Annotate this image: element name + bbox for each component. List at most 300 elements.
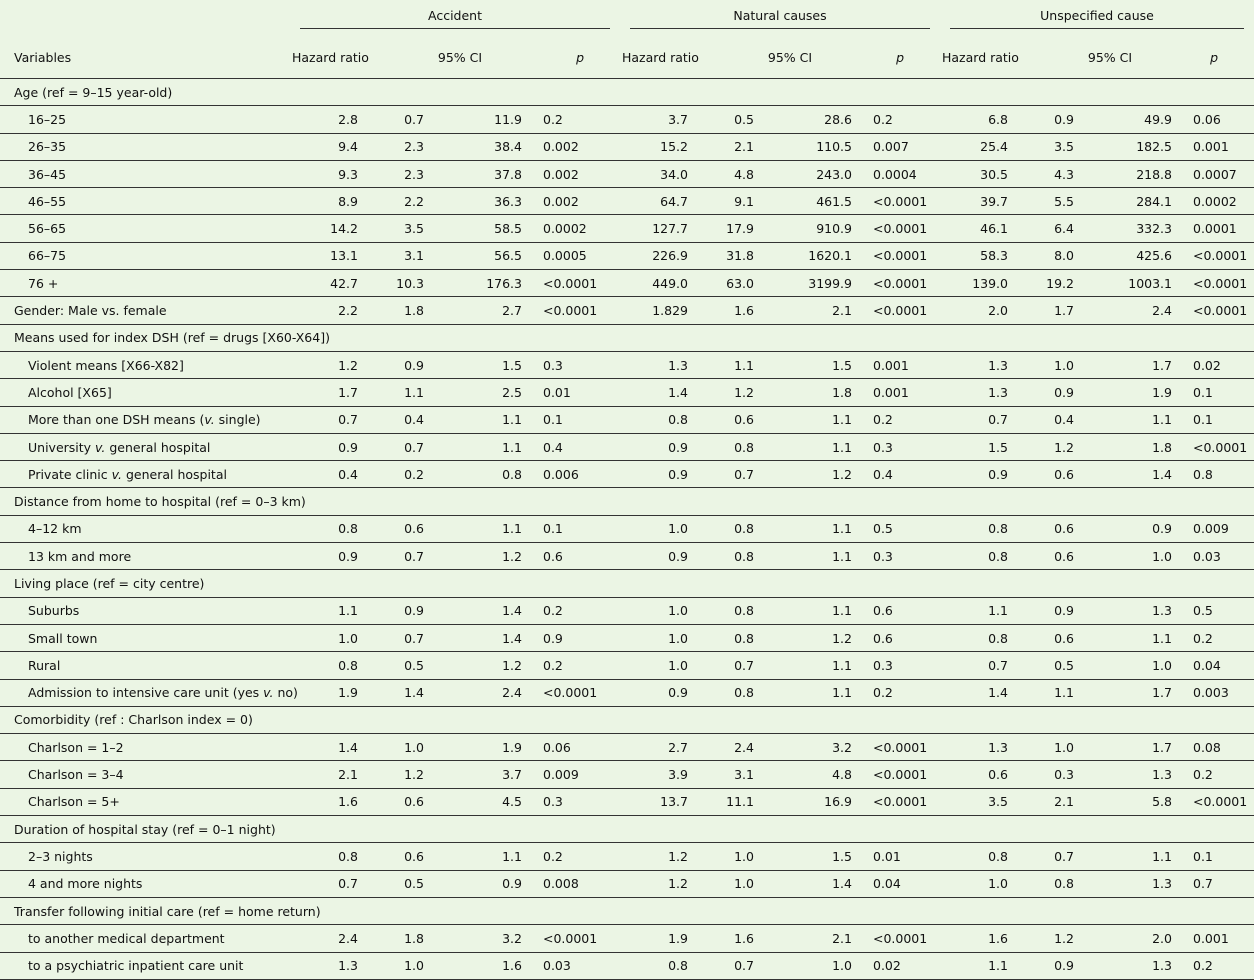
empty-cell bbox=[385, 706, 445, 733]
ci-lower-cell: 9.1 bbox=[715, 188, 775, 215]
ci-upper-cell: 1.3 bbox=[1095, 761, 1185, 788]
hazard-ratio-cell: 0.9 bbox=[290, 433, 385, 460]
empty-cell bbox=[1095, 488, 1185, 515]
empty-cell bbox=[445, 897, 535, 924]
p-value-cell: 0.03 bbox=[535, 952, 620, 979]
ci-upper-cell: 1.1 bbox=[775, 543, 865, 570]
row-label: 66–75 bbox=[0, 242, 290, 269]
empty-cell bbox=[715, 897, 775, 924]
ci-upper-cell: 0.9 bbox=[445, 870, 535, 897]
p-value-cell: 0.2 bbox=[535, 843, 620, 870]
ci-lower-cell: 0.9 bbox=[1035, 597, 1095, 624]
empty-cell bbox=[620, 706, 715, 733]
ci-header: 95% CI bbox=[715, 36, 865, 79]
hazard-ratio-header: Hazard ratio bbox=[940, 36, 1035, 79]
p-value-cell: 0.06 bbox=[535, 734, 620, 761]
hazard-ratio-cell: 9.3 bbox=[290, 160, 385, 187]
empty-cell bbox=[940, 816, 1035, 843]
p-value-cell: 0.2 bbox=[535, 106, 620, 133]
empty-cell bbox=[1035, 324, 1095, 351]
ci-upper-cell: 1.1 bbox=[445, 515, 535, 542]
hazard-ratio-cell: 30.5 bbox=[940, 160, 1035, 187]
row-label: 4–12 km bbox=[0, 515, 290, 542]
hazard-ratio-cell: 0.8 bbox=[620, 952, 715, 979]
ci-upper-cell: 1.3 bbox=[1095, 870, 1185, 897]
row-label: Private clinic v. general hospital bbox=[0, 461, 290, 488]
ci-lower-cell: 1.4 bbox=[385, 679, 445, 706]
ci-upper-cell: 1.7 bbox=[1095, 351, 1185, 378]
section-row bbox=[0, 897, 1254, 924]
p-value-cell: 0.1 bbox=[1185, 406, 1254, 433]
section-row bbox=[0, 816, 1254, 843]
ci-lower-cell: 0.8 bbox=[715, 515, 775, 542]
table-row bbox=[0, 406, 1254, 433]
ci-lower-cell: 0.7 bbox=[385, 433, 445, 460]
empty-cell bbox=[1095, 570, 1185, 597]
hazard-ratio-cell: 0.9 bbox=[620, 543, 715, 570]
empty-cell bbox=[620, 488, 715, 515]
ci-upper-cell: 2.4 bbox=[1095, 297, 1185, 324]
empty-cell bbox=[385, 570, 445, 597]
p-value-cell: 0.0005 bbox=[535, 242, 620, 269]
p-value-cell: 0.2 bbox=[1185, 624, 1254, 651]
ci-lower-cell: 3.5 bbox=[385, 215, 445, 242]
hazard-ratio-cell: 0.8 bbox=[940, 843, 1035, 870]
empty-cell bbox=[445, 570, 535, 597]
hazard-ratio-cell: 0.4 bbox=[290, 461, 385, 488]
empty-cell bbox=[445, 488, 535, 515]
empty-cell bbox=[1095, 324, 1185, 351]
empty-cell bbox=[620, 324, 715, 351]
empty-cell bbox=[940, 706, 1035, 733]
ci-upper-cell: 4.5 bbox=[445, 788, 535, 815]
empty-cell bbox=[940, 570, 1035, 597]
empty-cell bbox=[535, 816, 620, 843]
ci-lower-cell: 2.2 bbox=[385, 188, 445, 215]
p-value-cell: 0.2 bbox=[865, 406, 940, 433]
empty-cell bbox=[620, 79, 715, 106]
ci-upper-cell: 461.5 bbox=[775, 188, 865, 215]
hazard-ratio-cell: 1.829 bbox=[620, 297, 715, 324]
hazard-ratio-cell: 449.0 bbox=[620, 270, 715, 297]
ci-upper-cell: 16.9 bbox=[775, 788, 865, 815]
ci-upper-cell: 284.1 bbox=[1095, 188, 1185, 215]
ci-lower-cell: 19.2 bbox=[1035, 270, 1095, 297]
p-value-cell: 0.02 bbox=[1185, 351, 1254, 378]
table-row bbox=[0, 597, 1254, 624]
ci-lower-cell: 0.6 bbox=[1035, 461, 1095, 488]
ci-lower-cell: 0.4 bbox=[385, 406, 445, 433]
ci-upper-cell: 1.4 bbox=[445, 624, 535, 651]
hazard-ratio-cell: 64.7 bbox=[620, 188, 715, 215]
ci-upper-cell: 1.2 bbox=[445, 543, 535, 570]
ci-upper-cell: 56.5 bbox=[445, 242, 535, 269]
hazard-ratio-cell: 1.4 bbox=[290, 734, 385, 761]
ci-lower-cell: 0.8 bbox=[715, 597, 775, 624]
empty-cell bbox=[1095, 816, 1185, 843]
ci-lower-cell: 6.4 bbox=[1035, 215, 1095, 242]
empty-cell bbox=[715, 706, 775, 733]
empty-cell bbox=[940, 79, 1035, 106]
p-value-cell: <0.0001 bbox=[865, 788, 940, 815]
row-label: 13 km and more bbox=[0, 543, 290, 570]
p-value-cell: <0.0001 bbox=[865, 734, 940, 761]
empty-cell bbox=[1185, 488, 1254, 515]
empty-cell bbox=[775, 706, 865, 733]
p-value-cell: 0.6 bbox=[865, 624, 940, 651]
group-header-accident: Accident bbox=[290, 0, 620, 36]
empty-cell bbox=[940, 324, 1035, 351]
ci-upper-cell: 1.3 bbox=[1095, 952, 1185, 979]
empty-cell bbox=[445, 816, 535, 843]
empty-cell bbox=[865, 816, 940, 843]
empty-cell bbox=[445, 324, 535, 351]
ci-lower-cell: 1.6 bbox=[715, 297, 775, 324]
empty-cell bbox=[1095, 897, 1185, 924]
hazard-ratio-cell: 1.7 bbox=[290, 379, 385, 406]
p-value-cell: 0.1 bbox=[1185, 843, 1254, 870]
p-value-cell: 0.007 bbox=[865, 133, 940, 160]
p-value-cell: 0.006 bbox=[535, 461, 620, 488]
ci-lower-cell: 2.3 bbox=[385, 133, 445, 160]
section-row bbox=[0, 570, 1254, 597]
ci-lower-cell: 0.9 bbox=[385, 351, 445, 378]
p-value-cell: <0.0001 bbox=[535, 270, 620, 297]
p-value-cell: 0.1 bbox=[1185, 379, 1254, 406]
ci-lower-cell: 31.8 bbox=[715, 242, 775, 269]
empty-cell bbox=[775, 897, 865, 924]
ci-lower-cell: 0.4 bbox=[1035, 406, 1095, 433]
p-value-cell: 0.2 bbox=[535, 652, 620, 679]
hazard-ratio-cell: 39.7 bbox=[940, 188, 1035, 215]
ci-lower-cell: 3.1 bbox=[385, 242, 445, 269]
hazard-ratio-cell: 2.0 bbox=[940, 297, 1035, 324]
ci-upper-cell: 38.4 bbox=[445, 133, 535, 160]
p-value-cell: 0.6 bbox=[535, 543, 620, 570]
hazard-ratio-cell: 0.9 bbox=[290, 543, 385, 570]
ci-lower-cell: 0.7 bbox=[715, 952, 775, 979]
hazard-ratio-header: Hazard ratio bbox=[290, 36, 385, 79]
empty-cell bbox=[865, 324, 940, 351]
hazard-ratio-cell: 2.1 bbox=[290, 761, 385, 788]
ci-lower-cell: 0.8 bbox=[715, 543, 775, 570]
section-row bbox=[0, 706, 1254, 733]
ci-upper-cell: 2.5 bbox=[445, 379, 535, 406]
hazard-ratio-cell: 0.6 bbox=[940, 761, 1035, 788]
ci-upper-cell: 1.6 bbox=[445, 952, 535, 979]
ci-upper-cell: 1.1 bbox=[775, 652, 865, 679]
hazard-ratio-cell: 0.8 bbox=[940, 543, 1035, 570]
section-label: Age (ref = 9–15 year-old) bbox=[0, 79, 290, 106]
ci-upper-cell: 3.7 bbox=[445, 761, 535, 788]
row-label: Gender: Male vs. female bbox=[0, 297, 290, 324]
ci-upper-cell: 1.1 bbox=[1095, 843, 1185, 870]
empty-cell bbox=[385, 79, 445, 106]
p-value-cell: 0.009 bbox=[1185, 515, 1254, 542]
row-label: 36–45 bbox=[0, 160, 290, 187]
ci-upper-cell: 0.8 bbox=[445, 461, 535, 488]
hazard-ratio-cell: 0.7 bbox=[290, 870, 385, 897]
empty-cell bbox=[775, 324, 865, 351]
hazard-ratio-cell: 15.2 bbox=[620, 133, 715, 160]
ci-lower-cell: 1.8 bbox=[385, 297, 445, 324]
table-row bbox=[0, 925, 1254, 952]
hazard-ratio-cell: 1.1 bbox=[940, 597, 1035, 624]
ci-upper-cell: 5.8 bbox=[1095, 788, 1185, 815]
empty-cell bbox=[385, 488, 445, 515]
p-value-cell: 0.08 bbox=[1185, 734, 1254, 761]
empty-cell bbox=[1095, 706, 1185, 733]
p-header: p bbox=[535, 36, 620, 79]
empty-cell bbox=[535, 570, 620, 597]
p-value-cell: <0.0001 bbox=[535, 679, 620, 706]
ci-lower-cell: 1.0 bbox=[385, 734, 445, 761]
ci-upper-cell: 1620.1 bbox=[775, 242, 865, 269]
p-value-cell: 0.04 bbox=[1185, 652, 1254, 679]
ci-upper-cell: 1.1 bbox=[775, 679, 865, 706]
hazard-ratio-header: Hazard ratio bbox=[620, 36, 715, 79]
table-row bbox=[0, 515, 1254, 542]
p-value-cell: 0.2 bbox=[1185, 952, 1254, 979]
empty-cell bbox=[1035, 488, 1095, 515]
p-value-cell: 0.008 bbox=[535, 870, 620, 897]
hazard-ratio-cell: 2.2 bbox=[290, 297, 385, 324]
empty-cell bbox=[385, 324, 445, 351]
ci-upper-cell: 1.4 bbox=[445, 597, 535, 624]
ci-lower-cell: 4.3 bbox=[1035, 160, 1095, 187]
table-row bbox=[0, 843, 1254, 870]
p-value-cell: 0.001 bbox=[1185, 133, 1254, 160]
ci-upper-cell: 1.3 bbox=[1095, 597, 1185, 624]
ci-lower-cell: 11.1 bbox=[715, 788, 775, 815]
p-value-cell: 0.5 bbox=[865, 515, 940, 542]
ci-upper-cell: 28.6 bbox=[775, 106, 865, 133]
empty-cell bbox=[1035, 897, 1095, 924]
empty-cell bbox=[775, 816, 865, 843]
ci-upper-cell: 1.0 bbox=[1095, 543, 1185, 570]
ci-upper-cell: 1.1 bbox=[775, 406, 865, 433]
ci-lower-cell: 0.8 bbox=[715, 624, 775, 651]
ci-lower-cell: 0.7 bbox=[715, 652, 775, 679]
ci-upper-cell: 3.2 bbox=[445, 925, 535, 952]
ci-upper-cell: 1.1 bbox=[1095, 624, 1185, 651]
empty-cell bbox=[865, 79, 940, 106]
empty-cell bbox=[775, 79, 865, 106]
hazard-ratio-cell: 1.3 bbox=[940, 379, 1035, 406]
row-label: Violent means [X66-X82] bbox=[0, 351, 290, 378]
p-header: p bbox=[1185, 36, 1254, 79]
ci-lower-cell: 0.8 bbox=[1035, 870, 1095, 897]
hazard-ratio-cell: 6.8 bbox=[940, 106, 1035, 133]
hazard-ratio-cell: 1.3 bbox=[620, 351, 715, 378]
empty-cell bbox=[940, 488, 1035, 515]
empty-cell bbox=[290, 706, 385, 733]
table-row bbox=[0, 679, 1254, 706]
empty-cell bbox=[385, 897, 445, 924]
ci-upper-cell: 4.8 bbox=[775, 761, 865, 788]
p-value-cell: 0.0002 bbox=[535, 215, 620, 242]
group-header-unspecified: Unspecified cause bbox=[940, 0, 1254, 36]
empty-cell bbox=[1185, 570, 1254, 597]
empty-cell bbox=[1035, 79, 1095, 106]
row-label: Rural bbox=[0, 652, 290, 679]
hazard-ratio-cell: 46.1 bbox=[940, 215, 1035, 242]
p-value-cell: <0.0001 bbox=[865, 297, 940, 324]
ci-lower-cell: 0.2 bbox=[385, 461, 445, 488]
ci-lower-cell: 0.7 bbox=[385, 543, 445, 570]
ci-lower-cell: 3.1 bbox=[715, 761, 775, 788]
ci-upper-cell: 176.3 bbox=[445, 270, 535, 297]
table-row bbox=[0, 461, 1254, 488]
hazard-ratio-cell: 0.9 bbox=[620, 433, 715, 460]
p-value-cell: 0.003 bbox=[1185, 679, 1254, 706]
ci-upper-cell: 1.9 bbox=[445, 734, 535, 761]
hazard-ratio-cell: 0.8 bbox=[290, 652, 385, 679]
hazard-ratio-cell: 0.8 bbox=[290, 515, 385, 542]
ci-upper-cell: 1.0 bbox=[775, 952, 865, 979]
p-value-cell: <0.0001 bbox=[1185, 270, 1254, 297]
table-row bbox=[0, 761, 1254, 788]
hazard-ratio-cell: 0.9 bbox=[940, 461, 1035, 488]
table-row bbox=[0, 734, 1254, 761]
empty-cell bbox=[290, 570, 385, 597]
hazard-ratio-cell: 14.2 bbox=[290, 215, 385, 242]
section-row bbox=[0, 324, 1254, 351]
ci-lower-cell: 0.7 bbox=[385, 624, 445, 651]
p-value-cell: 0.3 bbox=[865, 652, 940, 679]
empty-cell bbox=[865, 488, 940, 515]
ci-upper-cell: 1.1 bbox=[445, 433, 535, 460]
table-row bbox=[0, 242, 1254, 269]
ci-lower-cell: 1.0 bbox=[385, 952, 445, 979]
p-value-cell: <0.0001 bbox=[1185, 242, 1254, 269]
table-row bbox=[0, 952, 1254, 979]
p-value-cell: <0.0001 bbox=[1185, 297, 1254, 324]
p-value-cell: <0.0001 bbox=[1185, 433, 1254, 460]
ci-upper-cell: 218.8 bbox=[1095, 160, 1185, 187]
section-label: Duration of hospital stay (ref = 0–1 night) bbox=[0, 816, 290, 843]
empty-cell bbox=[445, 79, 535, 106]
p-value-cell: 0.0004 bbox=[865, 160, 940, 187]
row-label: Alcohol [X65] bbox=[0, 379, 290, 406]
hazard-ratio-cell: 0.7 bbox=[290, 406, 385, 433]
section-row bbox=[0, 79, 1254, 106]
empty-cell bbox=[1185, 897, 1254, 924]
ci-lower-cell: 1.2 bbox=[1035, 925, 1095, 952]
ci-upper-cell: 1.1 bbox=[445, 843, 535, 870]
ci-lower-cell: 0.6 bbox=[385, 788, 445, 815]
hazard-ratio-cell: 1.3 bbox=[940, 734, 1035, 761]
hazard-ratio-cell: 0.8 bbox=[940, 624, 1035, 651]
ci-upper-cell: 1.1 bbox=[775, 433, 865, 460]
row-label: University v. general hospital bbox=[0, 433, 290, 460]
ci-lower-cell: 2.4 bbox=[715, 734, 775, 761]
p-value-cell: 0.2 bbox=[865, 106, 940, 133]
p-value-cell: 0.8 bbox=[1185, 461, 1254, 488]
p-value-cell: 0.1 bbox=[535, 406, 620, 433]
empty-cell bbox=[715, 324, 775, 351]
p-value-cell: 0.001 bbox=[865, 379, 940, 406]
hazard-ratio-cell: 1.9 bbox=[290, 679, 385, 706]
p-value-cell: <0.0001 bbox=[865, 188, 940, 215]
ci-lower-cell: 0.7 bbox=[715, 461, 775, 488]
ci-lower-cell: 63.0 bbox=[715, 270, 775, 297]
p-value-cell: 0.0002 bbox=[1185, 188, 1254, 215]
section-row bbox=[0, 488, 1254, 515]
ci-upper-cell: 1.2 bbox=[775, 461, 865, 488]
ci-upper-cell: 11.9 bbox=[445, 106, 535, 133]
ci-upper-cell: 425.6 bbox=[1095, 242, 1185, 269]
p-value-cell: 0.2 bbox=[1185, 761, 1254, 788]
ci-lower-cell: 3.5 bbox=[1035, 133, 1095, 160]
ci-lower-cell: 10.3 bbox=[385, 270, 445, 297]
empty-cell bbox=[535, 897, 620, 924]
hazard-ratio-cell: 58.3 bbox=[940, 242, 1035, 269]
ci-lower-cell: 0.5 bbox=[715, 106, 775, 133]
ci-lower-cell: 0.9 bbox=[1035, 952, 1095, 979]
table-row bbox=[0, 788, 1254, 815]
ci-upper-cell: 2.1 bbox=[775, 297, 865, 324]
empty-cell bbox=[620, 897, 715, 924]
p-value-cell: 0.4 bbox=[865, 461, 940, 488]
ci-upper-cell: 1.1 bbox=[445, 406, 535, 433]
ci-upper-cell: 1.5 bbox=[445, 351, 535, 378]
ci-upper-cell: 36.3 bbox=[445, 188, 535, 215]
p-value-cell: 0.002 bbox=[535, 133, 620, 160]
ci-lower-cell: 1.1 bbox=[1035, 679, 1095, 706]
group-header-natural: Natural causes bbox=[620, 0, 940, 36]
p-value-cell: 0.0007 bbox=[1185, 160, 1254, 187]
ci-lower-cell: 17.9 bbox=[715, 215, 775, 242]
hazard-ratio-cell: 1.6 bbox=[940, 925, 1035, 952]
ci-header: 95% CI bbox=[1035, 36, 1185, 79]
table-row bbox=[0, 270, 1254, 297]
empty-cell bbox=[715, 79, 775, 106]
empty-cell bbox=[715, 816, 775, 843]
hazard-ratio-cell: 42.7 bbox=[290, 270, 385, 297]
hazard-ratio-cell: 1.4 bbox=[940, 679, 1035, 706]
p-value-cell: 0.0001 bbox=[1185, 215, 1254, 242]
section-label: Living place (ref = city centre) bbox=[0, 570, 290, 597]
ci-upper-cell: 2.1 bbox=[775, 925, 865, 952]
empty-cell bbox=[535, 706, 620, 733]
ci-upper-cell: 58.5 bbox=[445, 215, 535, 242]
p-value-cell: 0.6 bbox=[865, 597, 940, 624]
ci-upper-cell: 1.4 bbox=[1095, 461, 1185, 488]
ci-lower-cell: 0.6 bbox=[1035, 515, 1095, 542]
ci-upper-cell: 1.1 bbox=[775, 515, 865, 542]
table-row bbox=[0, 652, 1254, 679]
ci-lower-cell: 0.5 bbox=[1035, 652, 1095, 679]
row-label: Charlson = 5+ bbox=[0, 788, 290, 815]
p-value-cell: 0.009 bbox=[535, 761, 620, 788]
ci-upper-cell: 332.3 bbox=[1095, 215, 1185, 242]
ci-upper-cell: 1.7 bbox=[1095, 734, 1185, 761]
hazard-ratio-cell: 1.2 bbox=[620, 870, 715, 897]
hazard-ratio-cell: 1.0 bbox=[940, 870, 1035, 897]
ci-lower-cell: 0.9 bbox=[1035, 379, 1095, 406]
p-value-cell: <0.0001 bbox=[865, 925, 940, 952]
table-row bbox=[0, 351, 1254, 378]
p-value-cell: 0.2 bbox=[865, 679, 940, 706]
row-label: More than one DSH means (v. single) bbox=[0, 406, 290, 433]
ci-upper-cell: 1.2 bbox=[445, 652, 535, 679]
hazard-ratio-cell: 226.9 bbox=[620, 242, 715, 269]
p-value-cell: <0.0001 bbox=[1185, 788, 1254, 815]
hazard-ratio-cell: 1.0 bbox=[620, 652, 715, 679]
hazard-ratio-cell: 1.1 bbox=[940, 952, 1035, 979]
table-row bbox=[0, 433, 1254, 460]
